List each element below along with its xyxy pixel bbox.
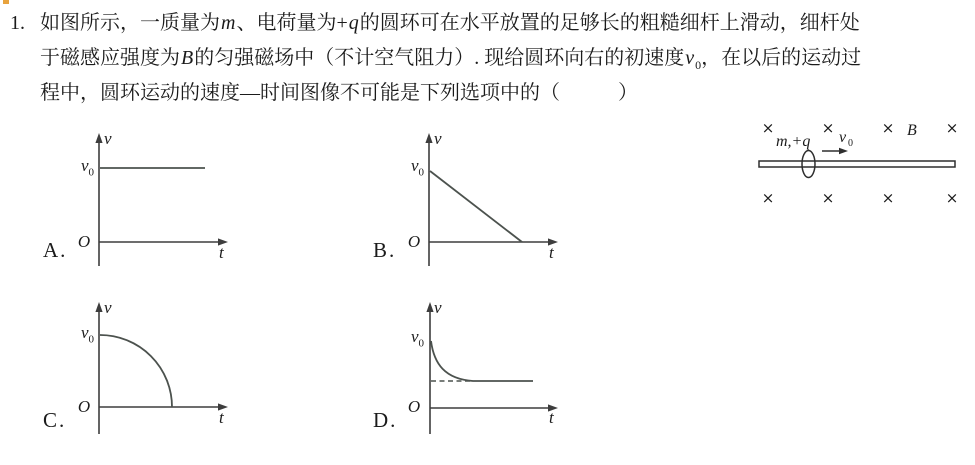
velocity-time-plot-c xyxy=(38,291,238,441)
origin-label: O xyxy=(407,397,421,416)
v0-main: v xyxy=(80,156,89,175)
problem-statement xyxy=(40,6,970,111)
v0-sub: 0 xyxy=(418,166,424,179)
option-letter-a: A. xyxy=(43,238,68,262)
text-segment: ） xyxy=(618,82,638,104)
problem-line-3 xyxy=(40,76,970,111)
t-axis-label: t xyxy=(549,408,554,427)
v-axis-label: v xyxy=(104,298,112,317)
variable-m: m xyxy=(221,12,236,34)
text-segment: 的匀强磁场中（不计空气阻力）. 现给圆环向右的初速度 xyxy=(194,47,685,69)
ring-mass-charge-label: m,+q xyxy=(776,133,811,150)
v0-main: v xyxy=(80,323,89,342)
field-cross-icon: × xyxy=(945,189,959,207)
v-axis-arrow xyxy=(426,302,433,312)
text-segment: 如图所示，一质量为 xyxy=(40,12,220,34)
option-letter-c: C. xyxy=(43,408,67,432)
v-axis-label: v xyxy=(104,129,112,148)
option-c-graph xyxy=(38,291,238,441)
initial-velocity-label: v xyxy=(839,129,847,146)
velocity-time-plot-b xyxy=(368,126,568,276)
text-segment: ，在以后的运动过 xyxy=(701,47,862,69)
origin-label: O xyxy=(77,232,91,251)
option-a-graph xyxy=(38,126,238,276)
velocity-arrowhead xyxy=(839,148,848,154)
v-axis-label: v xyxy=(434,129,442,148)
scan-artifact xyxy=(3,0,9,4)
rod xyxy=(759,161,955,167)
concave-deceleration-curve xyxy=(100,335,172,407)
v0-main: v xyxy=(410,327,419,346)
question-number: 1. xyxy=(10,12,25,34)
field-cross-icon: × xyxy=(821,119,835,137)
field-cross-icon: × xyxy=(881,119,895,137)
text-segment: 的圆环可在水平放置的足够长的粗糙细杆上滑动，细杆处 xyxy=(359,12,860,34)
variable-B: B xyxy=(181,47,194,69)
v0-tick-label xyxy=(64,323,94,346)
field-strength-label: B xyxy=(907,122,917,139)
option-b-graph xyxy=(368,126,568,276)
origin-label: O xyxy=(407,232,421,251)
exponential-decay-curve xyxy=(431,341,533,381)
text-segment: 程中，圆环运动的速度—时间图像不可能是下列选项中的（ xyxy=(40,82,560,104)
t-axis-label: t xyxy=(219,408,224,427)
text-segment: 于磁感应强度为 xyxy=(40,47,180,69)
initial-velocity-subscript: 0 xyxy=(848,138,853,149)
setup-diagram xyxy=(750,112,975,212)
problem-line-1 xyxy=(40,6,970,41)
v0-main: v xyxy=(410,156,419,175)
field-cross-icon: × xyxy=(821,189,835,207)
option-letter-d: D. xyxy=(373,408,398,432)
v0-sub: 0 xyxy=(418,337,424,350)
field-cross-icon: × xyxy=(761,189,775,207)
option-letter-b: B. xyxy=(373,238,397,262)
t-axis-label: t xyxy=(549,243,554,262)
t-axis-label: t xyxy=(219,243,224,262)
v-axis-label: v xyxy=(434,298,442,317)
v0-tick-label xyxy=(394,327,424,350)
variable-v0: v xyxy=(685,47,695,69)
option-d-graph xyxy=(368,291,568,441)
text-segment: 、电荷量为+ xyxy=(236,12,348,34)
field-cross-icon: × xyxy=(945,119,959,137)
ring xyxy=(802,151,815,178)
origin-label: O xyxy=(77,397,91,416)
v0-sub: 0 xyxy=(88,166,94,179)
variable-v0-subscript: 0 xyxy=(695,58,702,72)
velocity-time-plot-d xyxy=(368,291,568,441)
field-rod-ring-figure xyxy=(750,112,975,212)
v0-sub: 0 xyxy=(88,333,94,346)
problem-line-2 xyxy=(40,41,970,76)
variable-q: q xyxy=(348,12,359,34)
linear-deceleration-line xyxy=(430,171,522,242)
v-axis-arrow xyxy=(95,302,102,312)
v0-tick-label xyxy=(64,156,94,179)
v-axis-arrow xyxy=(95,133,102,143)
v-axis-arrow xyxy=(425,133,432,143)
field-cross-icon: × xyxy=(881,189,895,207)
v0-tick-label xyxy=(394,156,424,179)
velocity-time-plot-a xyxy=(38,126,238,276)
field-cross-icon: × xyxy=(761,119,775,137)
